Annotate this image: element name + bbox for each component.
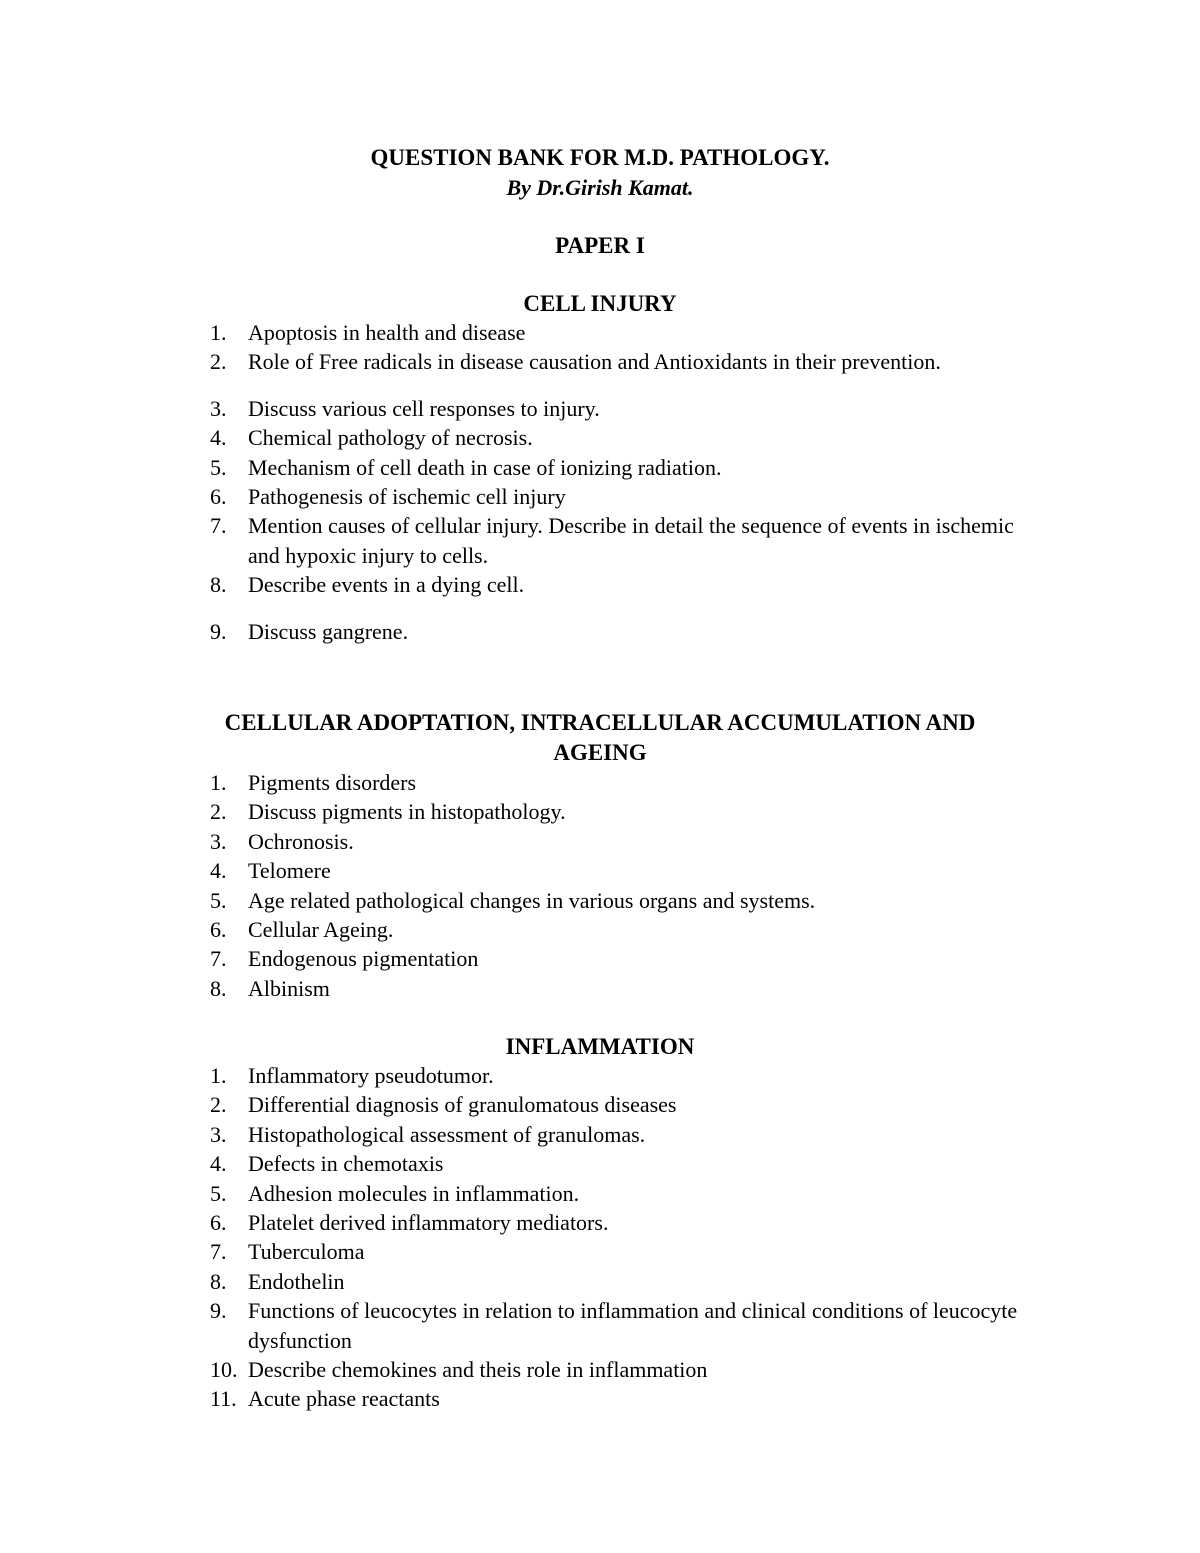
paper-heading: PAPER I [555,233,645,258]
item-number: 4. [210,858,227,884]
list-item [0,915,1018,944]
list-item [0,453,1018,482]
item-text: Differential diagnosis of granulomatous diseases [248,1092,677,1118]
list-item [0,1149,1018,1178]
item-number: 3. [210,395,227,421]
list-item [0,570,1018,599]
list-item [0,886,1018,915]
item-number: 1. [210,1063,227,1088]
item-number: 6. [210,484,227,510]
item-text: Functions of leucocytes in relation to inflammation and clinical conditions of leucocyte dysfunction [248,1298,1018,1353]
list-item [0,347,1018,376]
list-item [0,1061,1018,1090]
list-item [0,944,1018,973]
item-text: Inflammatory pseudotumor. [248,1063,494,1088]
list-item [0,1384,1018,1413]
item-number: 3. [210,828,227,854]
item-number: 1. [210,770,227,795]
item-number: 4. [210,425,227,451]
item-number: 6. [210,917,227,943]
list-item [0,974,1018,1003]
list-item [0,827,1018,856]
list-item [0,482,1018,511]
item-text: Cellular Ageing. [248,917,394,943]
list-item [0,856,1018,885]
list-item [0,1120,1018,1149]
item-number: 9. [210,618,227,644]
item-number: 5. [210,887,227,913]
list-item [0,1179,1018,1208]
list-item [0,1237,1018,1266]
item-text: Chemical pathology of necrosis. [248,425,533,451]
item-text: Role of Free radicals in disease causation and Antioxidants in their prevention. [248,349,941,375]
item-number: 2. [210,799,227,825]
item-number: 8. [210,572,227,598]
item-number: 7. [210,513,227,539]
list-item [0,1090,1018,1119]
item-text: Pigments disorders [248,770,417,795]
document-title: QUESTION BANK FOR M.D. PATHOLOGY. [370,145,830,170]
item-text: Mechanism of cell death in case of ionizing radiation. [248,454,722,480]
list-item [0,394,1018,423]
item-number: 2. [210,349,227,375]
item-number: 7. [210,1239,227,1265]
item-text: Age related pathological changes in various organs and systems. [248,887,816,913]
section-heading-cell-injury: CELL INJURY [523,291,677,316]
item-text: Albinism [248,975,330,1001]
item-text: Apoptosis in health and disease [248,320,526,345]
item-text: Endothelin [248,1268,345,1294]
section-heading-cellular-adaptation-line1: CELLULAR ADOPTATION, INTRACELLULAR ACCUMULATION AND [224,710,976,735]
item-number: 6. [210,1210,227,1236]
document-author: By Dr.Girish Kamat. [506,175,694,200]
item-text: Describe events in a dying cell. [248,572,525,598]
item-number: 5. [210,1180,227,1206]
list-item [0,797,1018,826]
list-item [0,1208,1018,1237]
list-item [0,1267,1018,1296]
item-text: Describe chemokines and theis role in inflammation [248,1357,708,1383]
item-number: 9. [210,1298,227,1324]
item-number: 1. [210,320,227,345]
item-text: Tuberculoma [248,1239,365,1265]
item-number: 2. [210,1092,227,1118]
question-list-cellular-adaptation [0,768,1200,1003]
section-heading-inflammation: INFLAMMATION [505,1034,695,1059]
item-number: 7. [210,946,227,972]
item-text: Adhesion molecules in inflammation. [248,1180,580,1206]
item-number: 3. [210,1121,227,1147]
item-text: Platelet derived inflammatory mediators. [248,1210,609,1236]
list-item [0,1296,1018,1355]
item-text: Discuss various cell responses to injury. [248,395,600,421]
section-heading-cellular-adaptation-line2: AGEING [553,740,647,765]
item-text: Endogenous pigmentation [248,946,479,972]
item-number: 11. [210,1386,237,1412]
item-number: 8. [210,975,227,1001]
item-text: Histopathological assessment of granulomas. [248,1121,646,1147]
item-number: 4. [210,1151,227,1177]
item-number: 8. [210,1268,227,1294]
list-item [0,511,1018,570]
item-text: Mention causes of cellular injury. Describe in detail the sequence of events in ischemic and hypoxic injury to cells. [248,513,1014,568]
list-item [0,1355,1018,1384]
question-list-cell-injury [0,318,1200,646]
item-number: 10. [210,1357,238,1383]
item-text: Pathogenesis of ischemic cell injury [248,484,566,510]
item-text: Ochronosis. [248,828,354,854]
item-text: Discuss pigments in histopathology. [248,799,566,825]
list-item [0,318,1018,347]
item-text: Discuss gangrene. [248,618,409,644]
item-text: Acute phase reactants [248,1386,440,1412]
item-text: Telomere [248,858,331,884]
item-text: Defects in chemotaxis [248,1151,444,1177]
list-item [0,423,1018,452]
list-item [0,617,1018,646]
item-number: 5. [210,454,227,480]
list-item [0,768,1018,797]
question-list-inflammation [0,1061,1200,1414]
